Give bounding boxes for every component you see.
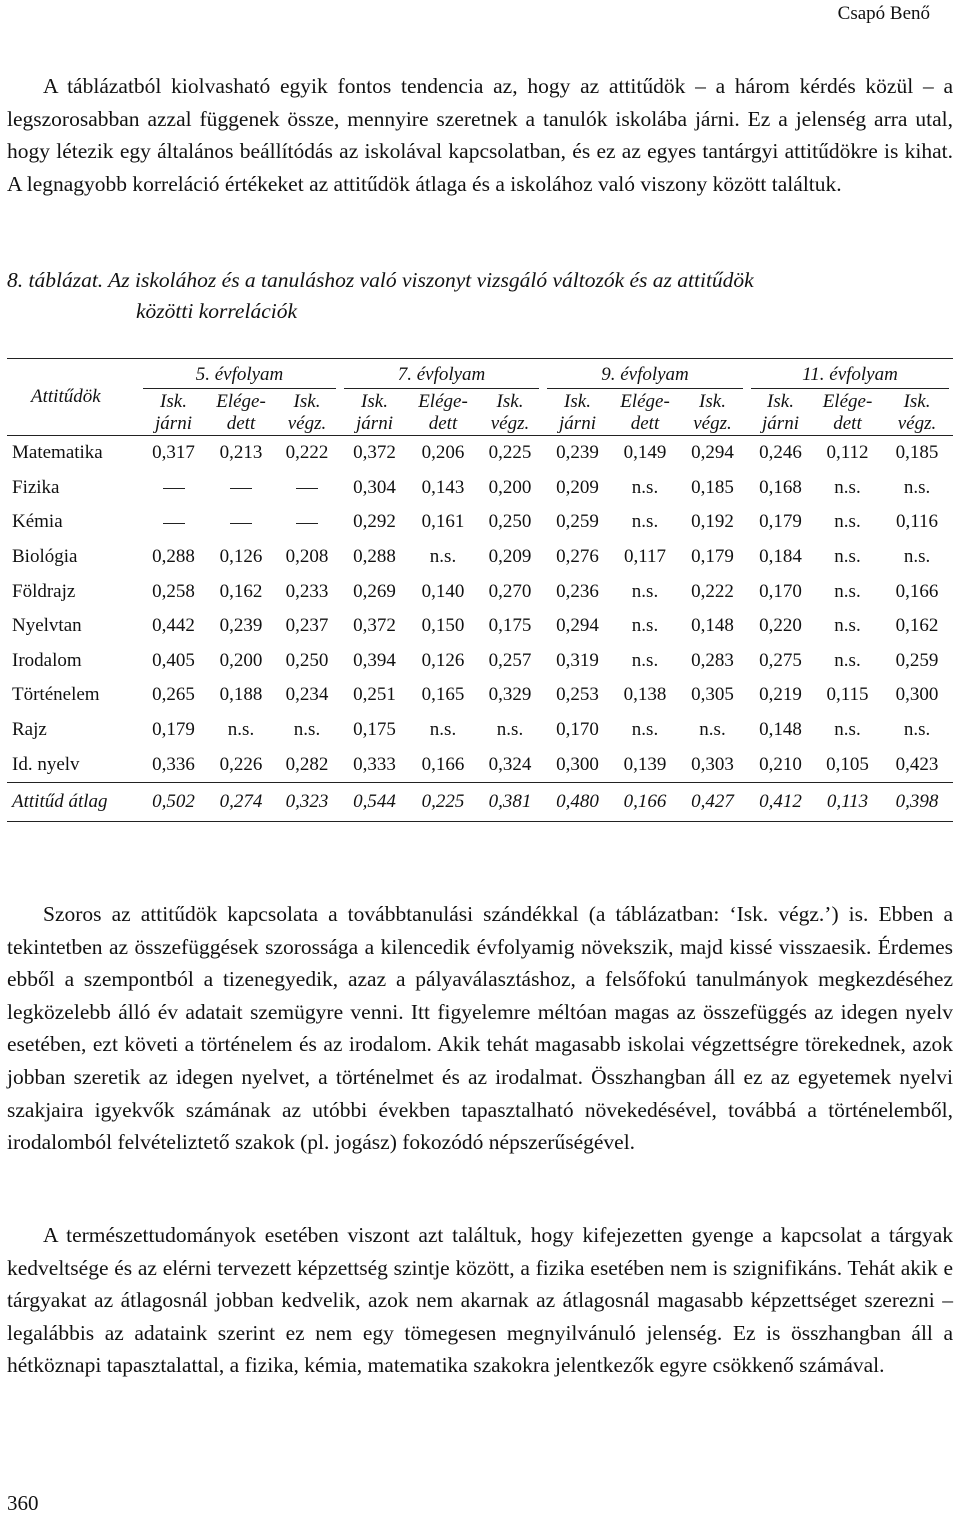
value-cell: 0,423 [895,753,939,775]
body-text-2: A természettudományok esetében viszont azt találtuk, hogy kifejezetten gyenge a kapcsolat a tárgyak kedveltsége és az elérni tervezett képzettség szintje között, a fizika esetében nem is szignifikáns. Tehát akik e tárgyakat az átlagosnál jobban kedvelik, azok nem akarnak az átlagosnál magasabb képzettséget szerezni – legalábbis az adataink szerint ez nem egy tömegesen megnyilvánuló jelenség. Ez is összhangban áll a hétköznapi tapasztalattal, a fizika, kémia, matematika szakokra jelentkezők egyre csökkenő számával. [7,1223,953,1378]
table-row [7,713,953,748]
value-cell: 0,288 [353,546,396,568]
value-cell: 0,175 [488,615,532,637]
value-cell: 0,161 [421,511,465,533]
value-cell: n.s. [631,719,659,741]
body-paragraph-1 [7,898,953,1159]
value-cell: 0,270 [488,580,532,602]
subcolumn-header [678,389,747,436]
correlation-table [7,358,953,822]
value-cell: n.s. [699,719,726,741]
subcolumn-label-line2: járni [762,413,799,434]
value-cell: 0,138 [623,684,667,706]
subcolumn-header [208,389,274,436]
subcolumn-label-line1: Isk. [903,391,931,412]
subcolumn-label-line1: Isk. [496,391,524,412]
value-cell: 0,148 [691,615,734,637]
value-cell: 0,179 [691,546,734,568]
subcolumn-header [274,389,340,436]
value-cell: 0,236 [556,580,599,602]
value-cell: 0,206 [421,442,465,464]
subject-cell: Irodalom [12,649,82,671]
caption-title-1: Az iskolához és a tanuláshoz való viszonyt vizsgáló változók és az attitűdök [108,268,754,292]
subcolumn-label-line1: Elége- [418,391,468,412]
value-cell: 0,246 [759,442,802,464]
value-cell: 0,140 [421,580,465,602]
value-cell: 0,333 [353,753,396,775]
value-cell: 0,220 [759,615,802,637]
value-cell: 0,184 [759,546,802,568]
value-cell: n.s. [429,719,457,741]
value-cell: n.s. [834,511,861,533]
value-cell: 0,544 [340,782,409,821]
value-cell: 0,219 [759,684,802,706]
value-cell: n.s. [903,546,931,568]
value-cell: 0,275 [759,649,802,671]
empty-dash-cell [274,505,340,540]
grade-header: 9. évfolyam [543,359,747,390]
body-paragraph-2 [7,1219,953,1382]
subcolumn-label-line2: dett [833,413,862,434]
value-cell: n.s. [293,719,321,741]
subcolumn-label-line2: járni [356,413,393,434]
dash-mark [230,488,252,489]
value-cell: 0,105 [826,753,869,775]
value-cell: 0,175 [353,719,396,741]
subcolumn-header [340,389,409,436]
caption-title-2: közötti korrelációk [136,299,298,323]
value-cell: n.s. [834,649,861,671]
value-cell: 0,237 [285,615,329,637]
value-cell: 0,165 [421,684,465,706]
subcolumn-label-line1: Isk. [361,391,388,412]
average-row [7,782,953,821]
grade-header: 5. évfolyam [139,359,340,390]
subcolumn-header [612,389,678,436]
table-row [7,747,953,782]
correlation-table-wrap [7,358,953,822]
value-cell: 0,209 [556,476,599,498]
subject-cell: Id. nyelv [12,753,80,775]
subcolumn-header [139,389,208,436]
subcolumn-label-line2: járni [559,413,596,434]
value-cell: 0,412 [747,782,814,821]
value-cell: 0,234 [285,684,329,706]
value-cell: n.s. [903,476,931,498]
table-row [7,436,953,471]
subcolumn-header [409,389,477,436]
value-cell: n.s. [834,719,861,741]
value-cell: 0,170 [556,719,599,741]
value-cell: n.s. [834,615,861,637]
subcolumn-label-line1: Isk. [699,391,726,412]
value-cell: 0,427 [678,782,747,821]
value-cell: 0,209 [488,546,532,568]
value-cell: 0,300 [895,684,939,706]
value-cell: 0,208 [285,546,329,568]
value-cell: 0,139 [623,753,667,775]
value-cell: 0,317 [152,442,195,464]
value-cell: 0,288 [152,546,195,568]
table-row [7,540,953,575]
dash-mark [163,523,185,524]
value-cell: 0,166 [421,753,465,775]
subcolumn-label-line2: végz. [490,413,530,434]
value-cell: n.s. [834,580,861,602]
value-cell: 0,394 [353,649,396,671]
value-cell: 0,200 [488,476,532,498]
value-cell: 0,162 [219,580,263,602]
value-cell: n.s. [631,511,659,533]
value-cell: 0,150 [421,615,465,637]
value-cell: 0,294 [556,615,599,637]
value-cell: 0,292 [353,511,396,533]
page-number: 360 [7,1491,39,1515]
value-cell: 0,179 [152,719,195,741]
value-cell: 0,210 [759,753,802,775]
table-row [7,609,953,644]
subcolumn-label-line2: végz. [693,413,732,434]
value-cell: 0,225 [409,782,477,821]
value-cell: 0,143 [421,476,465,498]
empty-dash-cell [139,505,208,540]
subject-cell: Biológia [12,546,78,568]
value-cell: 0,336 [152,753,195,775]
value-cell: 0,502 [139,782,208,821]
value-cell: 0,269 [353,580,396,602]
dash-mark [296,523,318,524]
value-cell: 0,305 [691,684,734,706]
grade-header: 7. évfolyam [340,359,543,390]
subject-cell: Attitűd átlag [7,782,139,821]
value-cell: 0,200 [219,649,263,671]
value-cell: 0,323 [274,782,340,821]
value-cell: 0,405 [152,649,195,671]
value-cell: 0,258 [152,580,195,602]
value-cell: 0,372 [353,615,396,637]
table-row [7,471,953,506]
running-header: Csapó Benő [837,3,930,24]
value-cell: 0,192 [691,511,734,533]
body-text-1: Szoros az attitűdök kapcsolata a továbbtanulási szándékkal (a táblázatban: ‘Isk. végz.’) is. Ebben a tekintetben az összefüggések szorossága a kilencedik évfolyamig növekszik, majd kissé visszaesik. Érdemes ebből a szempontból a tizenegyedik, azaz a pályaválasztáshoz, a felsőfokú tanulmányok megkezdéséhez legközelebb álló év adatait szemügyre venni. Itt figyelemre méltóan magas az összefüggés az idegen nyelv esetében, ezt követi a történelem és az irodalom. Akik tehát magasabb iskolai végzettségre törekednek, azok jobban szeretik az idegen nyelvet, a történelmet és az irodalmat. Összhangban áll ez az egyetemek nyelvi szakjaira igyekvők számának az utóbbi években tapasztalható növekedésével, továbbá a történelemből, irodalomból felvételiztető szakok (pl. jogász) fokozódó népszerűségével. [7,902,953,1155]
value-cell: n.s. [429,546,457,568]
subject-cell: Földrajz [12,580,76,602]
value-cell: 0,149 [623,442,667,464]
value-cell: 0,239 [219,615,263,637]
subcolumn-label-line2: végz. [287,413,327,434]
value-cell: 0,148 [759,719,802,741]
value-cell: n.s. [903,719,931,741]
value-cell: 0,257 [488,649,532,671]
subcolumn-header [477,389,543,436]
value-cell: 0,283 [691,649,734,671]
value-cell: 0,166 [895,580,939,602]
value-cell: n.s. [631,615,659,637]
value-cell: 0,226 [219,753,263,775]
value-cell: 0,225 [488,442,532,464]
subcolumn-label-line2: dett [226,413,256,434]
caption-line-1 [7,265,953,296]
value-cell: 0,324 [488,753,532,775]
value-cell: 0,170 [759,580,802,602]
value-cell: n.s. [834,546,861,568]
value-cell: n.s. [227,719,255,741]
grade-header-row [7,359,953,390]
value-cell: 0,259 [895,649,939,671]
subcolumn-label-line1: Elége- [822,391,873,412]
value-cell: 0,222 [285,442,329,464]
value-cell: 0,251 [353,684,396,706]
subcolumn-label-line1: Isk. [767,391,794,412]
table-body [7,436,953,822]
value-cell: 0,213 [219,442,263,464]
subject-cell: Nyelvtan [12,615,82,637]
dash-mark [296,488,318,489]
subject-cell: Fizika [12,476,60,498]
table-row [7,574,953,609]
row-header: Attitűdök [7,359,139,436]
subcolumn-label-line1: Elége- [216,391,266,412]
subcolumn-header-row [7,389,953,436]
value-cell: n.s. [631,649,659,671]
subcolumn-header [543,389,612,436]
value-cell: 0,319 [556,649,599,671]
value-cell: n.s. [496,719,524,741]
subject-cell: Rajz [12,719,47,741]
value-cell: 0,222 [691,580,734,602]
empty-dash-cell [274,471,340,506]
subcolumn-label-line2: járni [155,413,192,434]
value-cell: 0,250 [488,511,532,533]
empty-dash-cell [139,471,208,506]
value-cell: 0,115 [826,684,869,706]
subcolumn-header [814,389,881,436]
value-cell: 0,179 [759,511,802,533]
intro-text: A táblázatból kiolvasható egyik fontos tendencia az, hogy az attitűdök – a három kérdés közül – a legszorosabban azzal függenek össze, mennyire szeretnek a tanulók iskolába járni. Ez a jelenség arra utal, hogy létezik egy általános beállítódás az iskolával kapcsolatban, és ez az egyes tantárgyi attitűdökre is kihat. A legnagyobb korreláció értékeket az attitűdök átlaga és a iskolához való viszony között találtuk. [7,74,953,196]
value-cell: 0,166 [612,782,678,821]
caption-number: 8. táblázat. [7,268,104,292]
empty-dash-cell [208,471,274,506]
subject-cell: Történelem [12,684,100,706]
subcolumn-label-line1: Isk. [160,391,187,412]
subcolumn-label-line2: dett [630,413,660,434]
value-cell: 0,303 [691,753,734,775]
subcolumn-label-line2: dett [428,413,458,434]
value-cell: 0,112 [826,442,869,464]
value-cell: 0,233 [285,580,329,602]
value-cell: 0,253 [556,684,599,706]
grade-header: 11. évfolyam [747,359,953,390]
value-cell: 0,185 [691,476,734,498]
value-cell: 0,276 [556,546,599,568]
value-cell: 0,239 [556,442,599,464]
value-cell: 0,162 [895,615,939,637]
value-cell: 0,372 [353,442,396,464]
subcolumn-label-line2: végz. [897,413,937,434]
subcolumn-label-line1: Isk. [293,391,321,412]
value-cell: 0,126 [421,649,465,671]
table-row [7,505,953,540]
value-cell: 0,185 [895,442,939,464]
table-row [7,644,953,679]
value-cell: n.s. [631,476,659,498]
value-cell: 0,282 [285,753,329,775]
intro-paragraph [7,70,953,200]
table-row [7,678,953,713]
value-cell: 0,113 [814,782,881,821]
subcolumn-label-line1: Elége- [620,391,670,412]
subcolumn-header [747,389,814,436]
value-cell: 0,168 [759,476,802,498]
subcolumn-label-line1: Isk. [564,391,591,412]
value-cell: 0,442 [152,615,195,637]
value-cell: 0,304 [353,476,396,498]
value-cell: n.s. [631,580,659,602]
value-cell: n.s. [834,476,861,498]
value-cell: 0,300 [556,753,599,775]
value-cell: 0,480 [543,782,612,821]
value-cell: 0,126 [219,546,263,568]
value-cell: 0,259 [556,511,599,533]
value-cell: 0,117 [623,546,667,568]
value-cell: 0,294 [691,442,734,464]
value-cell: 0,188 [219,684,263,706]
value-cell: 0,398 [881,782,953,821]
value-cell: 0,329 [488,684,532,706]
table-caption [7,265,953,327]
dash-mark [163,488,185,489]
value-cell: 0,265 [152,684,195,706]
value-cell: 0,381 [477,782,543,821]
empty-dash-cell [208,505,274,540]
dash-mark [230,523,252,524]
value-cell: 0,116 [895,511,939,533]
subcolumn-header [881,389,953,436]
value-cell: 0,250 [285,649,329,671]
value-cell: 0,274 [208,782,274,821]
subject-cell: Matematika [12,442,103,464]
subject-cell: Kémia [12,511,63,533]
